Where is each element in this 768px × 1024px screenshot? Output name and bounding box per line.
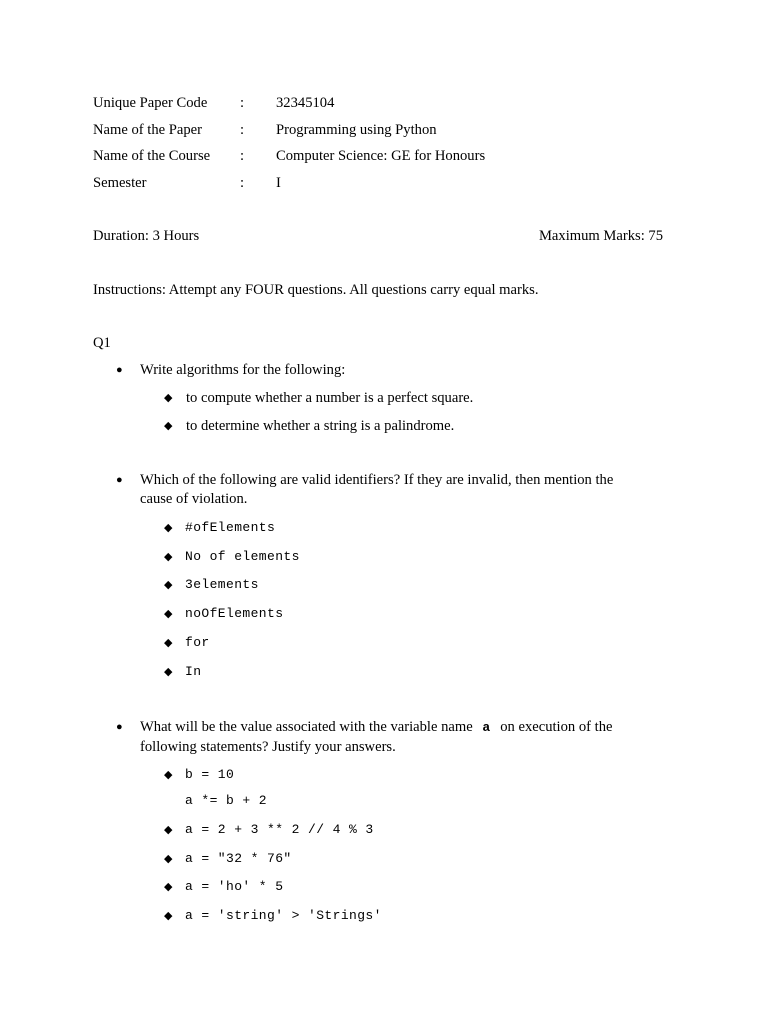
- diamond-icon: ◆: [164, 666, 173, 678]
- colon: :: [240, 95, 245, 111]
- diamond-icon: ◆: [164, 910, 173, 922]
- code-item: for: [185, 635, 210, 650]
- diamond-icon: ◆: [164, 824, 173, 836]
- part-text-a: What will be the value associated with the variable name: [140, 719, 473, 735]
- code-item: #ofElements: [185, 520, 276, 535]
- semester-label: Semester: [93, 175, 147, 191]
- diamond-icon: ◆: [164, 637, 173, 649]
- code-item: a = 'string' > 'Strings': [185, 908, 382, 923]
- diamond-icon: ◆: [164, 853, 173, 865]
- diamond-icon: ◆: [164, 420, 173, 432]
- diamond-icon: ◆: [164, 392, 173, 404]
- diamond-icon: ◆: [164, 769, 173, 781]
- part-text: cause of violation.: [140, 491, 248, 507]
- course-name-label: Name of the Course: [93, 148, 211, 164]
- paper-name-label: Name of the Paper: [93, 122, 203, 138]
- code-item: a = "32 * 76": [185, 851, 292, 866]
- code-item: a = 'ho' * 5: [185, 879, 284, 894]
- bullet-icon: ●: [116, 721, 123, 733]
- paper-code-value: 32345104: [276, 95, 335, 111]
- diamond-icon: ◆: [164, 522, 173, 534]
- instructions: Instructions: Attempt any FOUR questions. All questions carry equal marks.: [93, 282, 539, 298]
- part-text: following statements? Justify your answers.: [140, 739, 396, 755]
- duration: Duration: 3 Hours: [93, 228, 200, 244]
- list-item: to determine whether a string is a palindrome.: [186, 418, 455, 434]
- part-text-b: on execution of the: [500, 719, 613, 735]
- variable-name: a: [482, 720, 491, 735]
- list-item: to compute whether a number is a perfect square.: [186, 390, 474, 406]
- code-item: In: [185, 664, 202, 679]
- diamond-icon: ◆: [164, 551, 173, 563]
- paper-name-value: Programming using Python: [276, 122, 437, 138]
- code-item: No of elements: [185, 549, 300, 564]
- colon: :: [240, 175, 245, 191]
- part-text: Which of the following are valid identifiers? If they are invalid, then mention the: [140, 472, 614, 488]
- part-text: Write algorithms for the following:: [140, 362, 346, 378]
- bullet-icon: ●: [116, 474, 123, 486]
- code-item: a = 2 + 3 ** 2 // 4 % 3: [185, 822, 374, 837]
- paper-code-label: Unique Paper Code: [93, 95, 208, 111]
- diamond-icon: ◆: [164, 881, 173, 893]
- code-item: a *= b + 2: [185, 793, 268, 808]
- part-text: [140, 717, 612, 738]
- maximum-marks: Maximum Marks: 75: [538, 228, 663, 244]
- course-name-value: Computer Science: GE for Honours: [276, 148, 486, 164]
- diamond-icon: ◆: [164, 608, 173, 620]
- bullet-icon: ●: [116, 364, 123, 376]
- code-item: b = 10: [185, 767, 235, 782]
- code-item: noOfElements: [185, 606, 284, 621]
- question-label: Q1: [93, 335, 111, 351]
- code-item: 3elements: [185, 577, 259, 592]
- colon: :: [240, 148, 245, 164]
- colon: :: [240, 122, 245, 138]
- semester-value: I: [276, 175, 281, 191]
- diamond-icon: ◆: [164, 579, 173, 591]
